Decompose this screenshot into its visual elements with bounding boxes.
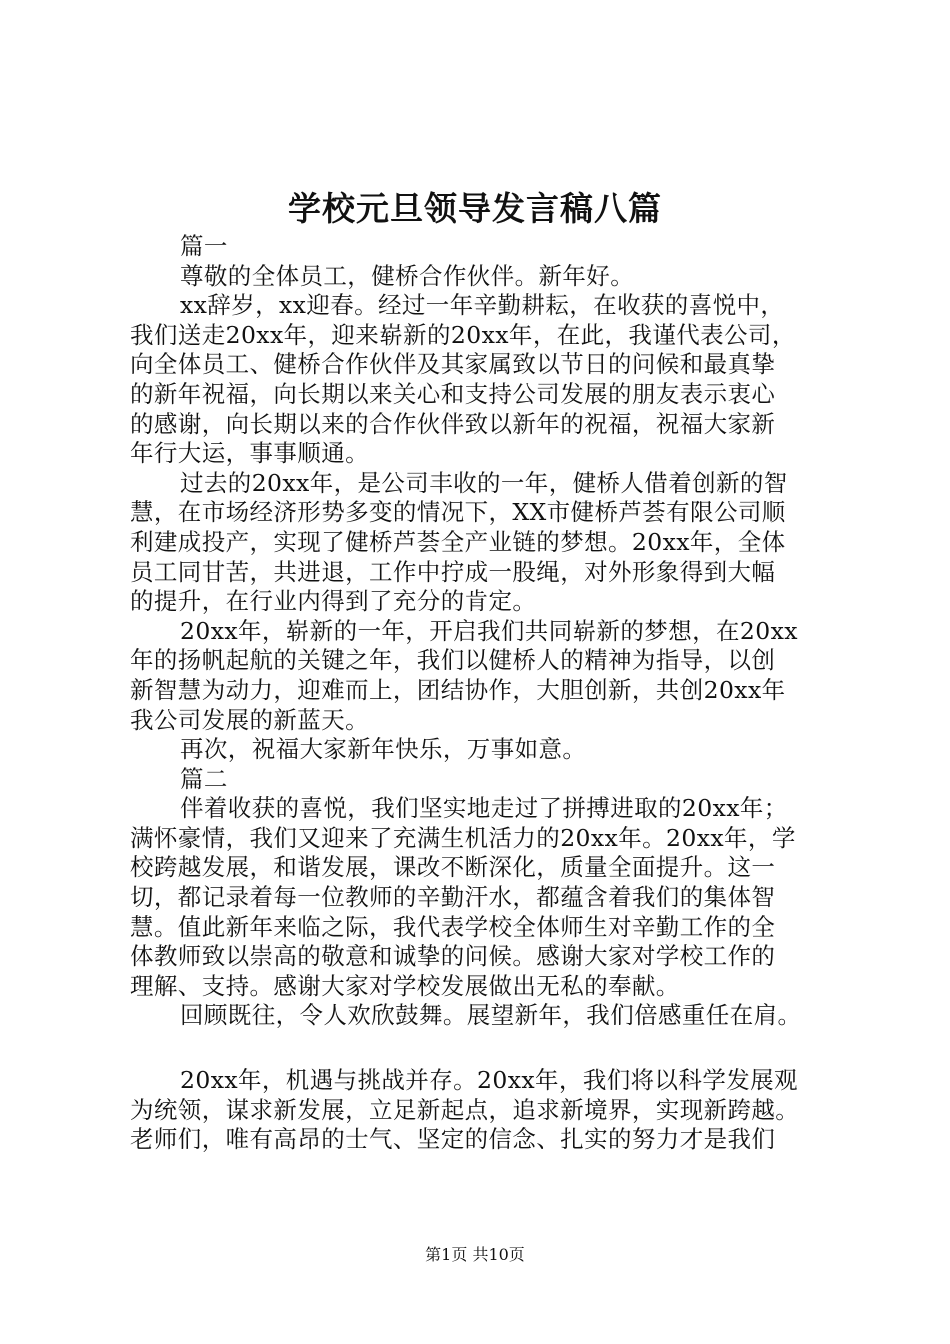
text-line: 的提升，在行业内得到了充分的肯定。: [130, 587, 537, 616]
text-line: xx辞岁，xx迎春。经过一年辛勤耕耘，在收获的喜悦中，: [180, 291, 785, 320]
text-line: 过去的20xx年，是公司丰收的一年，健桥人借着创新的智: [180, 468, 788, 497]
text-line: 慧。值此新年来临之际，我代表学校全体师生对辛勤工作的全: [130, 912, 776, 941]
text-line: 慧，在市场经济形势多变的情况下，XX市健桥芦荟有限公司顺: [130, 498, 786, 527]
text-line: 向全体员工、健桥合作伙伴及其家属致以节日的问候和最真挚: [130, 350, 776, 379]
text-line: 年行大运，事事顺通。: [130, 439, 369, 468]
text-line: 体教师致以崇高的敬意和诚挚的问候。感谢大家对学校工作的: [130, 942, 776, 971]
text-line: 年的扬帆起航的关键之年，我们以健桥人的精神为指导，以创: [130, 646, 776, 675]
text-line: 切，都记录着每一位教师的辛勤汗水，都蕴含着我们的集体智: [130, 883, 776, 912]
section-heading: 篇一: [180, 232, 228, 260]
document-title: 学校元旦领导发言稿八篇: [288, 189, 662, 228]
text-line: 尊敬的全体员工，健桥合作伙伴。新年好。: [180, 261, 635, 290]
text-line: 20xx年，机遇与挑战并存。20xx年，我们将以科学发展观: [180, 1066, 798, 1095]
text-line: 利建成投产，实现了健桥芦荟全产业链的梦想。20xx年，全体: [130, 527, 786, 556]
text-line: 老师们，唯有高昂的士气、坚定的信念、扎实的努力才是我们: [130, 1125, 776, 1154]
page-footer: 第1页 共10页: [425, 1245, 525, 1264]
text-line: 员工同甘苦，共进退，工作中拧成一股绳，对外形象得到大幅: [130, 557, 776, 586]
text-line: 为统领，谋求新发展，立足新起点，追求新境界，实现新跨越。: [130, 1095, 800, 1124]
section-heading: 篇二: [180, 764, 228, 793]
text-line: 理解、支持。感谢大家对学校发展做出无私的奉献。: [130, 971, 680, 1000]
text-line: 我公司发展的新蓝天。: [130, 705, 369, 734]
text-line: 回顾既往，令人欢欣鼓舞。展望新年，我们倍感重任在肩。: [180, 1001, 802, 1030]
text-line: 伴着收获的喜悦，我们坚实地走过了拼搏进取的20xx年；: [180, 794, 788, 823]
text-line: 20xx年，崭新的一年，开启我们共同崭新的梦想，在20xx: [180, 616, 798, 645]
text-line: 满怀豪情，我们又迎来了充满生机活力的20xx年。20xx年，学: [130, 823, 796, 852]
text-line: 的感谢，向长期以来的合作伙伴致以新年的祝福，祝福大家新: [130, 409, 776, 438]
text-line: 再次，祝福大家新年快乐，万事如意。: [180, 735, 587, 764]
text-line: 我们送走20xx年，迎来崭新的20xx年，在此，我谨代表公司，: [130, 320, 796, 349]
text-line: 新智慧为动力，迎难而上，团结协作，大胆创新，共创20xx年: [130, 675, 786, 704]
text-line: 校跨越发展，和谐发展，课改不断深化，质量全面提升。这一: [130, 853, 776, 882]
document-body: [130, 232, 842, 1155]
text-line: 的新年祝福，向长期以来关心和支持公司发展的朋友表示衷心: [130, 379, 776, 408]
paragraph-gap: [130, 1031, 842, 1066]
